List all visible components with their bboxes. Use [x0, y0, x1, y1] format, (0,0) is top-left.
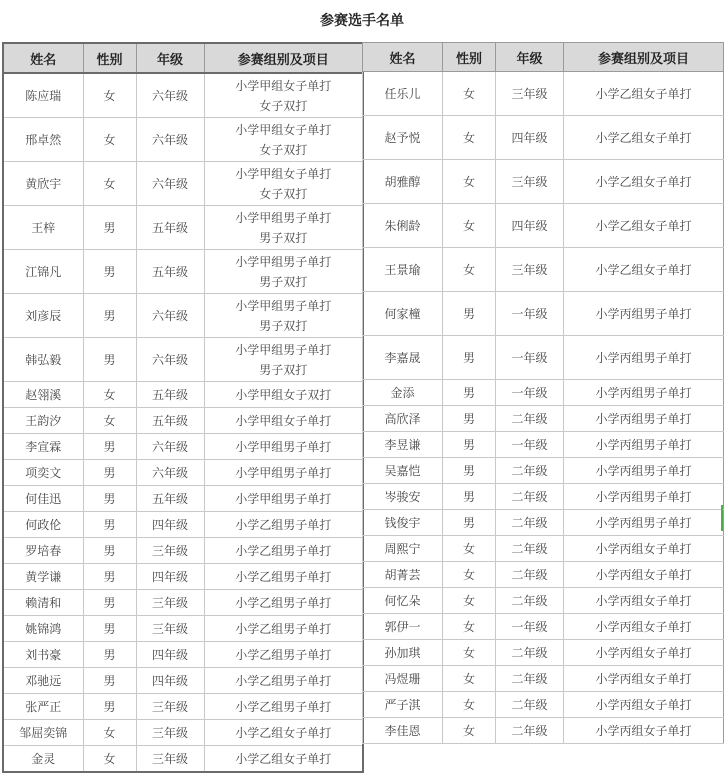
cell-name: 黄学谦	[3, 564, 83, 590]
event-entry: 小学丙组男子单打	[595, 489, 692, 504]
cell-gender: 女	[443, 248, 496, 292]
cell-events	[204, 434, 363, 460]
event-entry: 小学甲组女子双打	[235, 387, 332, 402]
cell-gender: 男	[83, 538, 136, 564]
event-entry: 小学甲组男子单打	[235, 298, 332, 313]
cell-events	[564, 336, 724, 380]
cell-name: 朱俐龄	[363, 204, 443, 248]
cell-events	[204, 338, 363, 382]
header-gender: 性别	[443, 43, 496, 72]
table-row	[363, 160, 724, 204]
cell-grade: 二年级	[496, 588, 564, 614]
cell-name: 李嘉晟	[363, 336, 443, 380]
table-row	[3, 538, 363, 564]
cell-grade: 一年级	[496, 380, 564, 406]
cell-grade: 四年级	[136, 512, 204, 538]
cell-name: 何佳迅	[3, 486, 83, 512]
cell-name: 金灵	[3, 746, 83, 773]
cell-gender: 男	[443, 432, 496, 458]
cell-events	[204, 694, 363, 720]
table-row	[3, 486, 363, 512]
event-entry: 小学乙组男子单打	[235, 699, 332, 714]
cell-events	[564, 160, 724, 204]
cell-events	[204, 590, 363, 616]
cell-events	[564, 588, 724, 614]
event-entry: 小学乙组男子单打	[235, 517, 332, 532]
cell-grade: 四年级	[136, 642, 204, 668]
cell-events	[564, 406, 724, 432]
cell-grade: 一年级	[496, 432, 564, 458]
event-entry: 小学乙组女子单打	[595, 218, 692, 233]
table-row	[3, 564, 363, 590]
table-row	[363, 204, 724, 248]
cell-name: 韩弘毅	[3, 338, 83, 382]
event-entry: 小学乙组男子单打	[235, 621, 332, 636]
cell-name: 赵予悦	[363, 116, 443, 160]
event-entry: 小学丙组女子单打	[595, 619, 692, 634]
cell-events	[564, 666, 724, 692]
cell-name: 江锦凡	[3, 250, 83, 294]
cell-gender: 女	[443, 72, 496, 116]
cell-gender: 男	[83, 434, 136, 460]
cell-events	[204, 206, 363, 250]
cell-name: 邓驰远	[3, 668, 83, 694]
table-row	[363, 562, 724, 588]
table-row	[3, 590, 363, 616]
cell-events	[564, 484, 724, 510]
cell-gender: 女	[443, 666, 496, 692]
event-entry: 小学丙组男子单打	[595, 463, 692, 478]
cell-gender: 女	[443, 116, 496, 160]
cell-name: 孙加琪	[363, 640, 443, 666]
event-entry: 女子双打	[259, 186, 308, 201]
cell-grade: 三年级	[136, 720, 204, 746]
cell-gender: 女	[83, 162, 136, 206]
cell-grade: 三年级	[136, 694, 204, 720]
cell-gender: 女	[83, 746, 136, 773]
cell-gender: 女	[83, 408, 136, 434]
table-row	[363, 640, 724, 666]
table-row	[363, 484, 724, 510]
cell-name: 胡雅醇	[363, 160, 443, 204]
cell-grade: 二年级	[496, 458, 564, 484]
cell-name: 刘书豪	[3, 642, 83, 668]
cell-grade: 四年级	[136, 564, 204, 590]
cell-events	[564, 692, 724, 718]
cell-gender: 女	[443, 536, 496, 562]
event-entry: 女子双打	[259, 142, 308, 157]
table-row	[3, 616, 363, 642]
cell-grade: 二年级	[496, 640, 564, 666]
cell-gender: 女	[443, 588, 496, 614]
cell-name: 严子淇	[363, 692, 443, 718]
table-row	[363, 536, 724, 562]
cell-name: 冯煜珊	[363, 666, 443, 692]
cell-name: 胡菁芸	[363, 562, 443, 588]
cell-grade: 三年级	[496, 72, 564, 116]
cell-name: 赵翎溪	[3, 382, 83, 408]
cell-gender: 男	[83, 486, 136, 512]
cell-grade: 五年级	[136, 250, 204, 294]
cell-gender: 男	[83, 642, 136, 668]
cell-events	[204, 162, 363, 206]
header-grade: 年级	[496, 43, 564, 72]
cell-events	[204, 460, 363, 486]
event-entry: 小学丙组女子单打	[595, 645, 692, 660]
event-entry: 小学丙组女子单打	[595, 671, 692, 686]
event-entry: 小学丙组男子单打	[595, 306, 692, 321]
table-row	[3, 294, 363, 338]
cell-gender: 男	[83, 338, 136, 382]
cell-gender: 男	[83, 460, 136, 486]
event-entry: 小学甲组男子单打	[235, 491, 332, 506]
cell-grade: 四年级	[496, 204, 564, 248]
table-row	[363, 116, 724, 160]
event-entry: 小学丙组男子单打	[595, 350, 692, 365]
table-row	[3, 746, 363, 773]
cell-events	[564, 614, 724, 640]
cell-grade: 四年级	[496, 116, 564, 160]
event-entry: 小学乙组男子单打	[235, 673, 332, 688]
cell-events	[564, 204, 724, 248]
cell-name: 吴嘉恺	[363, 458, 443, 484]
cell-grade: 六年级	[136, 338, 204, 382]
cell-grade: 三年级	[136, 616, 204, 642]
table-row	[363, 458, 724, 484]
cell-events	[204, 250, 363, 294]
cell-events	[564, 72, 724, 116]
cell-events	[204, 538, 363, 564]
cell-name: 邢卓然	[3, 118, 83, 162]
table-row	[3, 408, 363, 434]
cell-name: 项奕文	[3, 460, 83, 486]
cell-events	[564, 562, 724, 588]
cell-events	[204, 642, 363, 668]
table-row	[363, 666, 724, 692]
cell-events	[204, 720, 363, 746]
cell-gender: 男	[443, 510, 496, 536]
cell-grade: 六年级	[136, 162, 204, 206]
event-entry: 小学甲组女子单打	[235, 166, 332, 181]
cell-events	[564, 116, 724, 160]
cell-gender: 女	[443, 692, 496, 718]
cell-gender: 女	[443, 160, 496, 204]
cell-grade: 二年级	[496, 406, 564, 432]
cell-grade: 二年级	[496, 562, 564, 588]
event-entry: 小学甲组女子单打	[235, 413, 332, 428]
cell-grade: 三年级	[136, 538, 204, 564]
header-events: 参赛组别及项目	[564, 43, 724, 72]
table-row	[363, 292, 724, 336]
event-entry: 小学乙组女子单打	[235, 751, 332, 766]
table-row	[3, 434, 363, 460]
selection-edge-marker	[721, 505, 723, 531]
event-entry: 小学丙组男子单打	[595, 385, 692, 400]
event-entry: 小学乙组男子单打	[235, 543, 332, 558]
cell-events	[564, 718, 724, 744]
cell-gender: 男	[443, 380, 496, 406]
event-entry: 小学丙组男子单打	[595, 411, 692, 426]
table-row	[363, 72, 724, 116]
cell-grade: 六年级	[136, 294, 204, 338]
event-entry: 小学乙组男子单打	[235, 569, 332, 584]
event-entry: 小学乙组女子单打	[235, 725, 332, 740]
cell-name: 陈应瑞	[3, 73, 83, 118]
cell-events	[204, 408, 363, 434]
cell-gender: 男	[83, 250, 136, 294]
cell-gender: 男	[83, 590, 136, 616]
cell-grade: 五年级	[136, 382, 204, 408]
cell-grade: 三年级	[496, 160, 564, 204]
event-entry: 小学乙组女子单打	[595, 130, 692, 145]
cell-grade: 一年级	[496, 336, 564, 380]
cell-gender: 女	[443, 614, 496, 640]
event-entry: 小学乙组男子单打	[235, 647, 332, 662]
cell-name: 李昱谦	[363, 432, 443, 458]
cell-events	[204, 512, 363, 538]
cell-gender: 女	[443, 562, 496, 588]
cell-gender: 男	[83, 512, 136, 538]
event-entry: 小学丙组男子单打	[595, 515, 692, 530]
cell-events	[564, 510, 724, 536]
cell-gender: 女	[443, 718, 496, 744]
cell-gender: 男	[83, 616, 136, 642]
table-row	[3, 720, 363, 746]
cell-events	[564, 458, 724, 484]
event-entry: 小学乙组男子单打	[235, 595, 332, 610]
cell-grade: 三年级	[136, 746, 204, 773]
cell-events	[204, 616, 363, 642]
cell-name: 李佳恩	[363, 718, 443, 744]
table-row	[363, 336, 724, 380]
cell-grade: 三年级	[496, 248, 564, 292]
event-entry: 小学丙组女子单打	[595, 593, 692, 608]
cell-gender: 男	[83, 294, 136, 338]
table-row	[363, 248, 724, 292]
cell-name: 王韵汐	[3, 408, 83, 434]
table-row	[3, 206, 363, 250]
event-entry: 小学甲组男子单打	[235, 465, 332, 480]
cell-name: 周熙宁	[363, 536, 443, 562]
event-entry: 小学乙组女子单打	[595, 174, 692, 189]
header-gender: 性别	[83, 43, 136, 73]
cell-grade: 二年级	[496, 692, 564, 718]
cell-name: 黄欣宇	[3, 162, 83, 206]
table-row	[363, 510, 724, 536]
cell-grade: 二年级	[496, 510, 564, 536]
cell-grade: 一年级	[496, 614, 564, 640]
cell-events	[204, 668, 363, 694]
cell-name: 王景瑜	[363, 248, 443, 292]
table-row	[3, 73, 363, 118]
event-entry: 女子双打	[259, 98, 308, 113]
cell-events	[564, 536, 724, 562]
event-entry: 小学丙组女子单打	[595, 541, 692, 556]
table-row	[3, 668, 363, 694]
cell-grade: 一年级	[496, 292, 564, 336]
page-title: 参赛选手名单	[320, 13, 404, 29]
table-row	[363, 614, 724, 640]
event-entry: 男子双打	[259, 318, 308, 333]
cell-name: 金添	[363, 380, 443, 406]
table-row	[3, 118, 363, 162]
cell-gender: 女	[83, 73, 136, 118]
table-row	[363, 432, 724, 458]
cell-gender: 女	[443, 640, 496, 666]
cell-name: 高欣泽	[363, 406, 443, 432]
cell-grade: 二年级	[496, 536, 564, 562]
header-name: 姓名	[363, 43, 443, 72]
header-name: 姓名	[3, 43, 83, 73]
cell-gender: 男	[83, 668, 136, 694]
event-entry: 男子双打	[259, 274, 308, 289]
cell-grade: 六年级	[136, 460, 204, 486]
cell-events	[204, 118, 363, 162]
table-row	[3, 512, 363, 538]
table-row	[3, 460, 363, 486]
cell-name: 郭伊一	[363, 614, 443, 640]
table-row	[363, 406, 724, 432]
cell-grade: 六年级	[136, 73, 204, 118]
cell-grade: 四年级	[136, 668, 204, 694]
event-entry: 小学乙组女子单打	[595, 262, 692, 277]
cell-name: 钱俊宇	[363, 510, 443, 536]
cell-name: 李宣霖	[3, 434, 83, 460]
cell-gender: 女	[83, 118, 136, 162]
cell-name: 岑骏安	[363, 484, 443, 510]
cell-gender: 男	[83, 564, 136, 590]
event-entry: 小学丙组男子单打	[595, 437, 692, 452]
cell-events	[564, 432, 724, 458]
table-row	[363, 718, 724, 744]
cell-grade: 二年级	[496, 718, 564, 744]
cell-name: 王梓	[3, 206, 83, 250]
event-entry: 男子双打	[259, 362, 308, 377]
table-row	[363, 588, 724, 614]
cell-events	[564, 380, 724, 406]
table-row	[3, 694, 363, 720]
table-row	[3, 382, 363, 408]
table-row	[3, 162, 363, 206]
cell-grade: 五年级	[136, 486, 204, 512]
event-entry: 小学丙组女子单打	[595, 567, 692, 582]
event-entry: 小学甲组男子单打	[235, 210, 332, 225]
cell-gender: 女	[443, 204, 496, 248]
cell-grade: 六年级	[136, 434, 204, 460]
cell-gender: 男	[83, 694, 136, 720]
cell-events	[204, 294, 363, 338]
event-entry: 小学甲组女子单打	[235, 122, 332, 137]
event-entry: 小学甲组女子单打	[235, 78, 332, 93]
cell-gender: 男	[443, 484, 496, 510]
cell-name: 赖清和	[3, 590, 83, 616]
event-entry: 小学甲组男子单打	[235, 254, 332, 269]
table-row	[363, 380, 724, 406]
cell-gender: 女	[83, 720, 136, 746]
event-entry: 男子双打	[259, 230, 308, 245]
cell-events	[204, 564, 363, 590]
cell-gender: 男	[443, 406, 496, 432]
cell-name: 罗培春	[3, 538, 83, 564]
cell-name: 张严正	[3, 694, 83, 720]
table-row	[363, 692, 724, 718]
cell-name: 刘彦辰	[3, 294, 83, 338]
cell-events	[564, 248, 724, 292]
cell-gender: 女	[83, 382, 136, 408]
table-row	[3, 642, 363, 668]
cell-gender: 男	[443, 458, 496, 484]
cell-name: 任乐儿	[363, 72, 443, 116]
cell-name: 邹屈奕锦	[3, 720, 83, 746]
table-row	[3, 250, 363, 294]
cell-events	[204, 486, 363, 512]
cell-grade: 六年级	[136, 118, 204, 162]
roster-table-left	[2, 42, 364, 773]
cell-grade: 五年级	[136, 206, 204, 250]
cell-name: 何忆朵	[363, 588, 443, 614]
event-entry: 小学丙组女子单打	[595, 697, 692, 712]
cell-name: 何政伦	[3, 512, 83, 538]
event-entry: 小学乙组女子单打	[595, 86, 692, 101]
cell-grade: 二年级	[496, 666, 564, 692]
event-entry: 小学丙组女子单打	[595, 723, 692, 738]
roster-table-right	[362, 42, 724, 744]
cell-name: 何家橦	[363, 292, 443, 336]
cell-grade: 二年级	[496, 484, 564, 510]
cell-name: 姚锦鸿	[3, 616, 83, 642]
cell-gender: 男	[83, 206, 136, 250]
cell-grade: 五年级	[136, 408, 204, 434]
cell-events	[564, 640, 724, 666]
header-events: 参赛组别及项目	[204, 43, 363, 73]
cell-events	[204, 746, 363, 773]
table-row	[3, 338, 363, 382]
event-entry: 小学甲组男子单打	[235, 342, 332, 357]
cell-gender: 男	[443, 336, 496, 380]
header-grade: 年级	[136, 43, 204, 73]
cell-gender: 男	[443, 292, 496, 336]
cell-events	[204, 382, 363, 408]
cell-events	[564, 292, 724, 336]
event-entry: 小学甲组男子单打	[235, 439, 332, 454]
cell-grade: 三年级	[136, 590, 204, 616]
cell-events	[204, 73, 363, 118]
